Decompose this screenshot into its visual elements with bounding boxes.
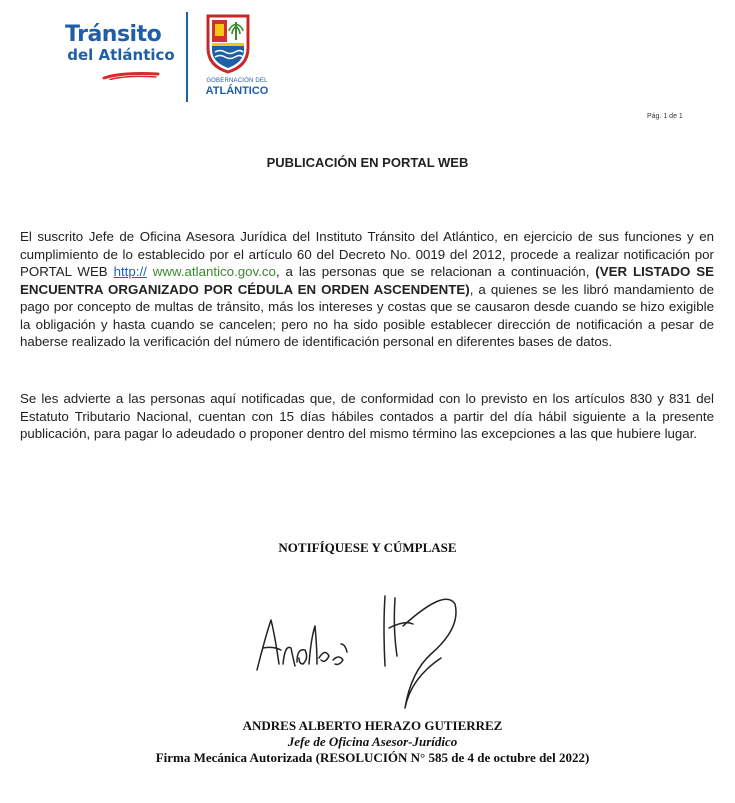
logo-line1: Tránsito [65, 22, 162, 47]
paragraph-2: Se les advierte a las personas aquí notificadas que, de conformidad con lo previsto en los artículos 830 y 831 del Estatuto Tributario Nacional, cuentan con 15 días hábiles contados a partir del día hábil siguiente a la presente publicación, para pagar lo adeudado o proponer dentro del mismo término las excepciones a las que hubiere lugar. [20, 391, 714, 441]
handwritten-signature [235, 568, 485, 718]
signatory-role: Jefe de Oficina Asesor-Jurídico [287, 734, 458, 749]
p1-bold-notice: (VER LISTADO SE ENCUENTRA ORGANIZADO POR CÉDULA EN ORDEN ASCENDENTE) [20, 264, 714, 297]
atlantico-shield-icon [206, 14, 250, 74]
logo-line2: del Atlántico [67, 46, 175, 64]
p1-part2: , a las personas que se relacionan a continuación, [275, 264, 596, 279]
logo-swoosh-icon [102, 72, 160, 80]
page-number: Pág. 1 de 1 [647, 113, 683, 120]
signature-authorization: Firma Mecánica Autorizada (RESOLUCIÓN N° 585 de 4 de octubre del 2022) [155, 750, 590, 765]
transito-logo [65, 24, 180, 64]
header [60, 10, 280, 105]
gob-line2: ATLÁNTICO [205, 85, 269, 97]
header-divider [186, 12, 188, 102]
portal-website[interactable]: www.atlantico.gov.co [146, 264, 276, 279]
document-title: PUBLICACIÓN EN PORTAL WEB [266, 155, 469, 170]
portal-link[interactable]: http:// [113, 264, 147, 279]
gob-line1: GOBERNACIÓN DEL [206, 78, 268, 84]
signatory-name: ANDRES ALBERTO HERAZO GUTIERREZ [242, 718, 503, 733]
gobernacion-logo-text [192, 78, 282, 98]
paragraph-1 [20, 228, 714, 351]
p1-part1: El suscrito Jefe de Oficina Asesora Jurídica del Instituto Tránsito del Atlántico, en ejercicio de sus funciones y en cumplimiento de lo establecido por el artículo 60 del Decreto No. 0019 del 2012, procede a realizar notificación por PORTAL WEB [20, 229, 714, 279]
p1-part3: , a quienes se les libró mandamiento de pago por concepto de multas de tránsito, más los intereses y costas que se causaron desde cuando se hizo exigible la obligación y hasta cuando se cancelen; pero no ha sido posible establecer dirección de notificación a pesar de haberse realizado la verificación del número de identificación personal en diferentes bases de datos. [20, 281, 715, 349]
closing-heading: NOTIFÍQUESE Y CÚMPLASE [278, 540, 457, 555]
signature-block [0, 718, 735, 766]
